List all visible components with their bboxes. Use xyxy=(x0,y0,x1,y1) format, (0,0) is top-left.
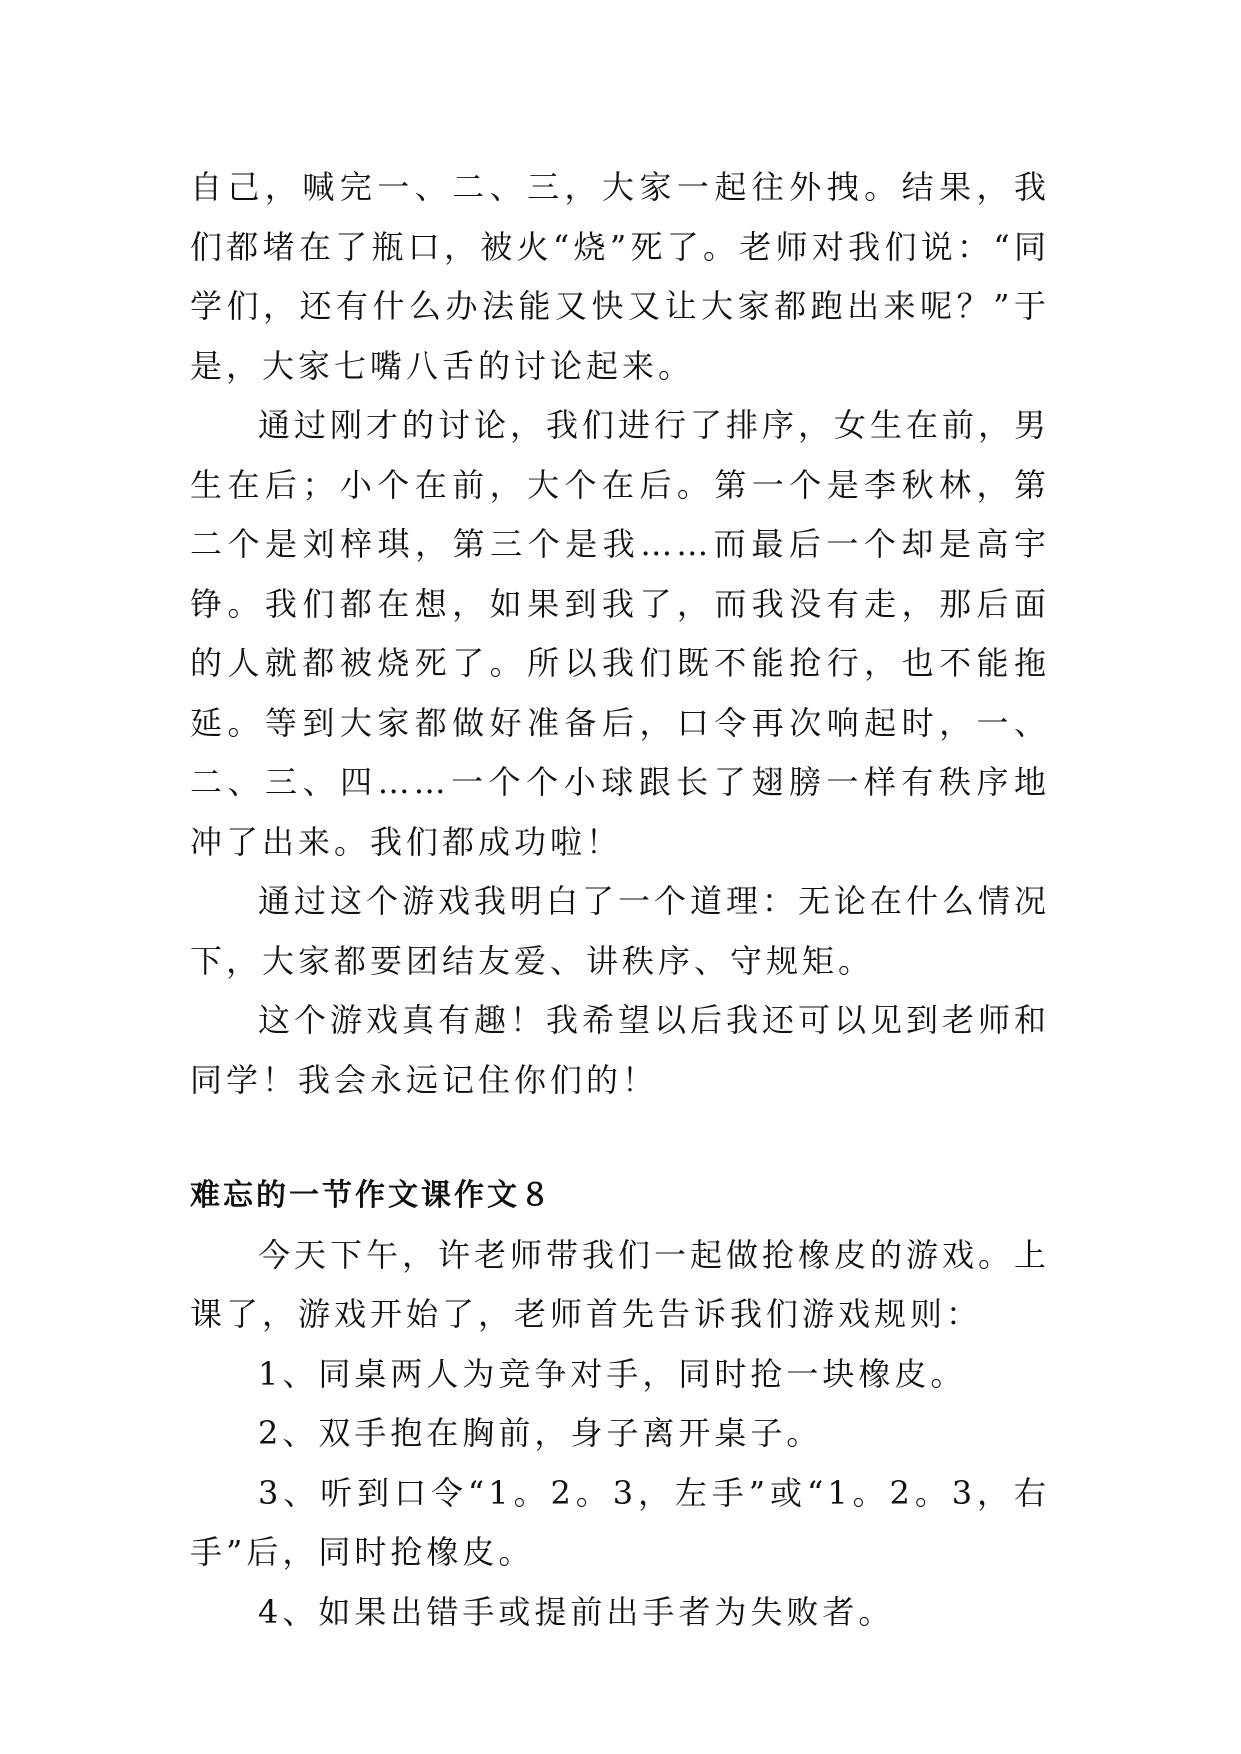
rule-item-3: 3、听到口令“1。2。3，左手”或“1。2。3，右手”后，同时抢橡皮。 xyxy=(190,1473,1050,1571)
rule-item-4: 4、如果出错手或提前出手者为失败者。 xyxy=(258,1592,895,1631)
paragraph-conclusion: 这个游戏真有趣！我希望以后我还可以见到老师和同学！我会永远记住你们的！ xyxy=(190,1001,1051,1099)
document-page xyxy=(190,158,1050,1642)
paragraph-continuation: 自己，喊完一、二、三，大家一起往外拽。结果，我们都堵在了瓶口，被火“烧”死了。老师对我们说：“同学们，还有什么办法能又快又让大家都跑出来呢？”于是，大家七嘴八舌的讨论起来。 xyxy=(190,168,1050,385)
section-title: 难忘的一节作文课作文８ xyxy=(190,1178,553,1213)
rule-item-1: 1、同桌两人为竞争对手，同时抢一块橡皮。 xyxy=(258,1354,967,1393)
paragraph-sorting: 通过刚才的讨论，我们进行了排序，女生在前，男生在后；小个在前，大个在后。第一个是李秋林，第二个是刘梓琪，第三个是我……而最后一个却是高宇铮。我们都在想，如果到我了，而我没有走，那后面的人就都被烧死了。所以我们既不能抢行，也不能拖延。等到大家都做好准备后，口令再次响起时，一、二、三、四……一个个小球跟长了翅膀一样有秩序地冲了出来。我们都成功啦！ xyxy=(190,406,1051,861)
paragraph-intro: 今天下午，许老师带我们一起做抢橡皮的游戏。上课了，游戏开始了，老师首先告诉我们游戏规则： xyxy=(190,1235,1051,1333)
paragraph-lesson: 通过这个游戏我明白了一个道理：无论在什么情况下，大家都要团结友爱、讲秩序、守规矩。 xyxy=(190,882,1051,980)
rule-item-2: 2、双手抱在胸前，身子离开桌子。 xyxy=(258,1414,823,1452)
